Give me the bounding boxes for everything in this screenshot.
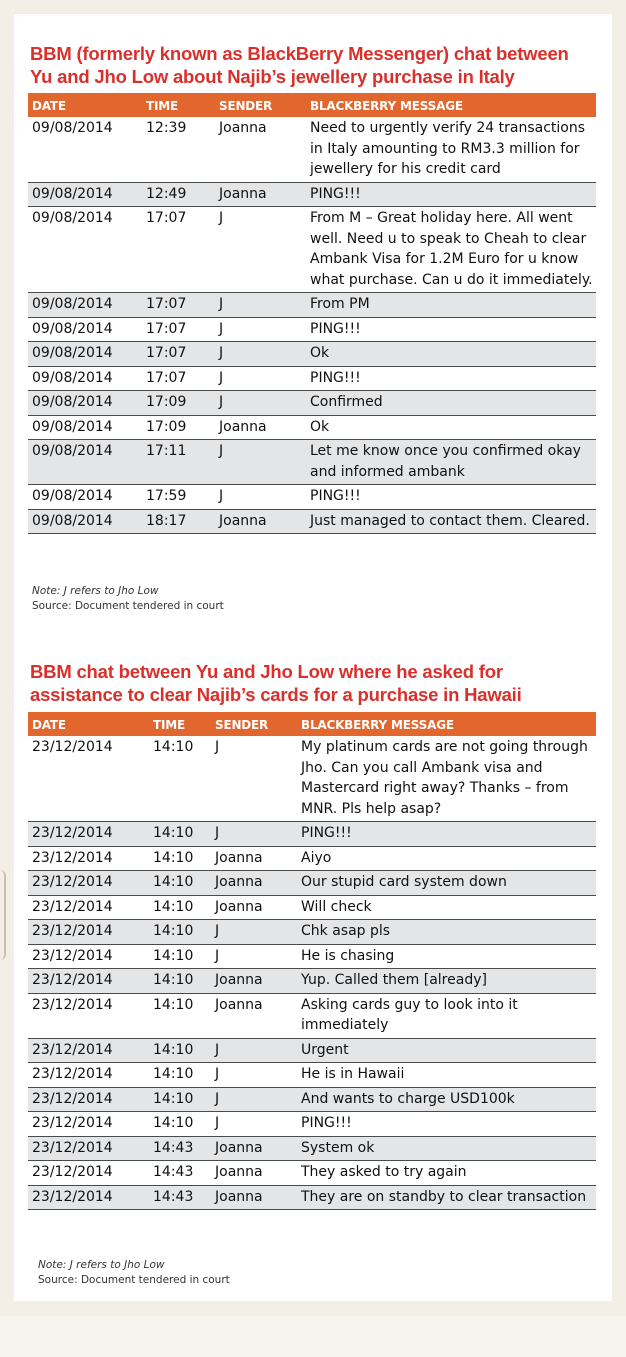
date-cell: 23/12/2014 [28,1136,153,1161]
time-cell: 12:39 [146,117,219,182]
sender-cell: Joanna [219,415,310,440]
table-row [28,969,596,994]
section2-title-line2: assistance to clear Najib’s cards for a purchase in Hawaii [30,684,522,705]
time-cell: 17:11 [146,440,219,485]
table-row [28,871,596,896]
header-time: TIME [153,712,215,736]
message-cell: Ok [310,342,596,367]
table-row [28,182,596,207]
sender-cell: Joanna [219,509,310,534]
message-cell: They are on standby to clear transaction [301,1185,596,1210]
message-cell: PING!!! [310,317,596,342]
page-bottom-band [0,1316,626,1357]
table-row [28,1185,596,1210]
message-cell: Ok [310,415,596,440]
message-cell: He is in Hawaii [301,1063,596,1088]
date-cell: 09/08/2014 [28,440,146,485]
sender-cell: Joanna [215,1185,301,1210]
sender-cell: J [215,1038,301,1063]
date-cell: 09/08/2014 [28,207,146,293]
sender-cell: J [219,207,310,293]
date-cell: 23/12/2014 [28,993,153,1038]
message-cell: PING!!! [310,366,596,391]
table-row [28,1038,596,1063]
date-cell: 23/12/2014 [28,1185,153,1210]
date-cell: 09/08/2014 [28,509,146,534]
date-cell: 23/12/2014 [28,871,153,896]
header-date: DATE [28,712,153,736]
time-cell: 17:07 [146,207,219,293]
section1-footnotes [32,584,224,614]
message-cell: Need to urgently verify 24 transactions in Italy amounting to RM3.3 million for jewellery for his credit card [310,117,596,182]
time-cell: 17:07 [146,317,219,342]
section2-title [30,660,602,706]
header-time: TIME [146,93,219,117]
sender-cell: J [219,485,310,510]
section1-title-line2: Yu and Jho Low about Najib’s jewellery purchase in Italy [30,66,515,87]
message-cell: And wants to charge USD100k [301,1087,596,1112]
message-cell: Yup. Called them [already] [301,969,596,994]
sender-cell: J [219,342,310,367]
message-cell: Just managed to contact them. Cleared. [310,509,596,534]
date-cell: 09/08/2014 [28,293,146,318]
time-cell: 14:43 [153,1161,215,1186]
date-cell: 23/12/2014 [28,736,153,822]
time-cell: 14:10 [153,969,215,994]
date-cell: 23/12/2014 [28,895,153,920]
table-row [28,415,596,440]
section1-note: Note: J refers to Jho Low [32,585,159,597]
sender-cell: Joanna [219,182,310,207]
message-cell: Asking cards guy to look into it immediately [301,993,596,1038]
section1-table [28,93,596,534]
date-cell: 09/08/2014 [28,485,146,510]
date-cell: 09/08/2014 [28,391,146,416]
message-cell: PING!!! [310,485,596,510]
date-cell: 09/08/2014 [28,366,146,391]
table-row [28,485,596,510]
sender-cell: J [219,317,310,342]
time-cell: 14:10 [153,895,215,920]
time-cell: 14:10 [153,871,215,896]
sender-cell: Joanna [215,871,301,896]
sender-cell: J [215,1087,301,1112]
sender-cell: Joanna [219,117,310,182]
sender-cell: J [215,1063,301,1088]
date-cell: 23/12/2014 [28,1112,153,1137]
date-cell: 23/12/2014 [28,920,153,945]
message-cell: Will check [301,895,596,920]
message-cell: Confirmed [310,391,596,416]
message-cell: From PM [310,293,596,318]
time-cell: 12:49 [146,182,219,207]
time-cell: 17:09 [146,415,219,440]
table-row [28,895,596,920]
date-cell: 23/12/2014 [28,1063,153,1088]
table-row [28,1136,596,1161]
time-cell: 14:10 [153,736,215,822]
time-cell: 17:07 [146,342,219,367]
section1-title [30,42,602,88]
table-row [28,1087,596,1112]
message-cell: Our stupid card system down [301,871,596,896]
article-card [14,14,612,1301]
time-cell: 14:10 [153,1038,215,1063]
sender-cell: J [215,822,301,847]
message-cell: My platinum cards are not going through Jho. Can you call Ambank visa and Mastercard right away? Thanks – from MNR. Pls help asap? [301,736,596,822]
date-cell: 09/08/2014 [28,342,146,367]
message-cell: He is chasing [301,944,596,969]
time-cell: 14:10 [153,1063,215,1088]
table-row [28,846,596,871]
header-sender: SENDER [215,712,301,736]
sender-cell: J [219,366,310,391]
table-row [28,293,596,318]
section2-note: Note: J refers to Jho Low [38,1259,165,1271]
table-row [28,822,596,847]
header-sender: SENDER [219,93,310,117]
date-cell: 09/08/2014 [28,317,146,342]
message-cell: Chk asap pls [301,920,596,945]
time-cell: 14:43 [153,1136,215,1161]
section2-header-row [28,712,596,736]
sender-cell: Joanna [215,895,301,920]
section1-header-row [28,93,596,117]
date-cell: 23/12/2014 [28,969,153,994]
section2-table [28,712,596,1210]
sender-cell: J [215,944,301,969]
time-cell: 14:10 [153,1112,215,1137]
time-cell: 18:17 [146,509,219,534]
section2-source: Source: Document tendered in court [38,1274,230,1286]
table-row [28,920,596,945]
time-cell: 14:10 [153,846,215,871]
date-cell: 23/12/2014 [28,846,153,871]
time-cell: 14:10 [153,993,215,1038]
message-cell: Let me know once you confirmed okay and informed ambank [310,440,596,485]
table-row [28,207,596,293]
table-row [28,944,596,969]
sender-cell: Joanna [215,969,301,994]
date-cell: 23/12/2014 [28,1161,153,1186]
sender-cell: Joanna [215,846,301,871]
message-cell: PING!!! [301,822,596,847]
time-cell: 17:07 [146,366,219,391]
date-cell: 23/12/2014 [28,822,153,847]
sender-cell: Joanna [215,1161,301,1186]
message-cell: PING!!! [301,1112,596,1137]
table-row [28,117,596,182]
section2-footnotes [38,1258,230,1288]
message-cell: They asked to try again [301,1161,596,1186]
sender-cell: Joanna [215,993,301,1038]
date-cell: 09/08/2014 [28,415,146,440]
table-row [28,1161,596,1186]
date-cell: 23/12/2014 [28,1038,153,1063]
time-cell: 17:59 [146,485,219,510]
time-cell: 17:07 [146,293,219,318]
header-message: BLACKBERRY MESSAGE [310,93,596,117]
sender-cell: J [215,1112,301,1137]
sender-cell: J [219,440,310,485]
section2-title-line1: BBM chat between Yu and Jho Low where he asked for [30,661,503,682]
sender-cell: Joanna [215,1136,301,1161]
section1-title-line1: BBM (formerly known as BlackBerry Messenger) chat between [30,43,569,64]
header-message: BLACKBERRY MESSAGE [301,712,596,736]
time-cell: 14:10 [153,920,215,945]
table-row [28,317,596,342]
time-cell: 14:10 [153,1087,215,1112]
message-cell: Urgent [301,1038,596,1063]
table-row [28,1112,596,1137]
time-cell: 14:43 [153,1185,215,1210]
date-cell: 23/12/2014 [28,944,153,969]
sender-cell: J [215,920,301,945]
table-row [28,366,596,391]
time-cell: 17:09 [146,391,219,416]
time-cell: 14:10 [153,822,215,847]
header-date: DATE [28,93,146,117]
table-row [28,440,596,485]
sender-cell: J [219,391,310,416]
table-row [28,1063,596,1088]
table-row [28,736,596,822]
table-row [28,993,596,1038]
date-cell: 23/12/2014 [28,1087,153,1112]
message-cell: Aiyo [301,846,596,871]
table-row [28,509,596,534]
section1-source: Source: Document tendered in court [32,600,224,612]
page-curl-decoration [0,870,6,960]
message-cell: System ok [301,1136,596,1161]
table-row [28,342,596,367]
date-cell: 09/08/2014 [28,117,146,182]
time-cell: 14:10 [153,944,215,969]
sender-cell: J [219,293,310,318]
date-cell: 09/08/2014 [28,182,146,207]
message-cell: PING!!! [310,182,596,207]
table-row [28,391,596,416]
sender-cell: J [215,736,301,822]
message-cell: From M – Great holiday here. All went well. Need u to speak to Cheah to clear Ambank Visa for 1.2M Euro for u know what purchase. Can u do it immediately. [310,207,596,293]
